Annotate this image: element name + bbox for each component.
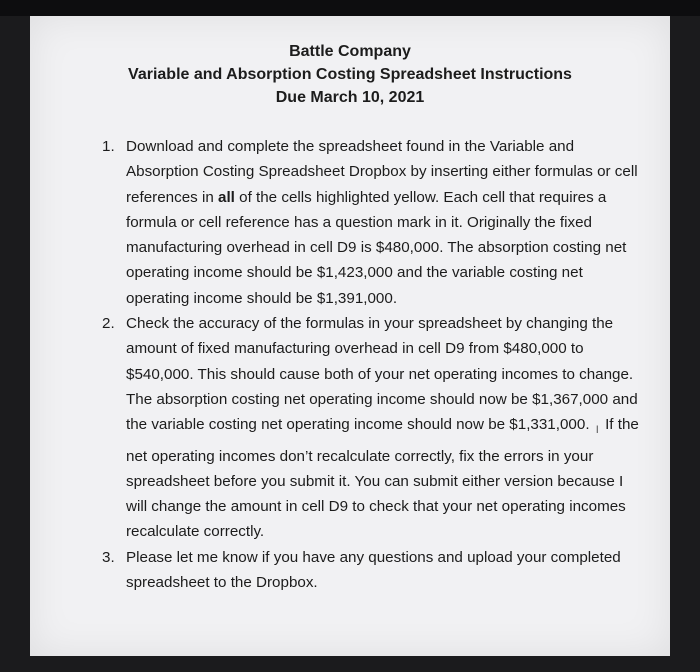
instruction-number: 1.	[102, 138, 115, 155]
company-name: Battle Company	[289, 43, 411, 60]
instruction-number: 3.	[102, 548, 115, 566]
instruction-text: Please let me know if you have any questions and upload your completed spreadsheet to the Dropbox.	[126, 548, 621, 592]
instructions-list	[102, 134, 642, 595]
monitor-bezel	[0, 0, 700, 16]
instruction-item-1	[102, 134, 642, 311]
instruction-text: If the net operating incomes don’t recalculate correctly, fix the errors in your spreadsheet before you submit it. You can submit either version because I will change the amount in cell D9 to check that your net operating incomes recalculate correctly.	[126, 416, 639, 541]
emphasis-text: all	[218, 188, 235, 206]
instruction-item-2	[102, 311, 642, 545]
due-date: Due March 10, 2021	[275, 89, 425, 106]
instruction-number: 2.	[102, 315, 115, 333]
instruction-item-3	[102, 545, 642, 596]
instruction-text: Check the accuracy of the formulas in your spreadsheet by changing the amount of fixed manufacturing overhead in cell D9 from $480,000 to $540,000. This should cause both of your net operating incomes to change. The absorption costing net operating income should now be $1,367,000 and the variable costing net operating income should now be $1,331,000.	[126, 315, 638, 434]
document-header	[30, 40, 670, 109]
document-page	[30, 16, 670, 656]
text-cursor-icon: I	[595, 424, 599, 437]
document-title: Variable and Absorption Costing Spreadsheet Instructions	[128, 66, 572, 83]
instruction-text: Download and complete the spreadsheet found in the Variable and Absorption Costing Spreadsheet Dropbox by inserting either formulas or cell references in	[126, 138, 638, 206]
instruction-text: of the cells highlighted yellow. Each cell that requires a formula or cell reference has a question mark in it. Originally the fixed manufacturing overhead in cell D9 is $480,000. The absorption costing net operating income should be $1,423,000 and the variable costing net operating income should be $1,391,000.	[126, 188, 627, 307]
